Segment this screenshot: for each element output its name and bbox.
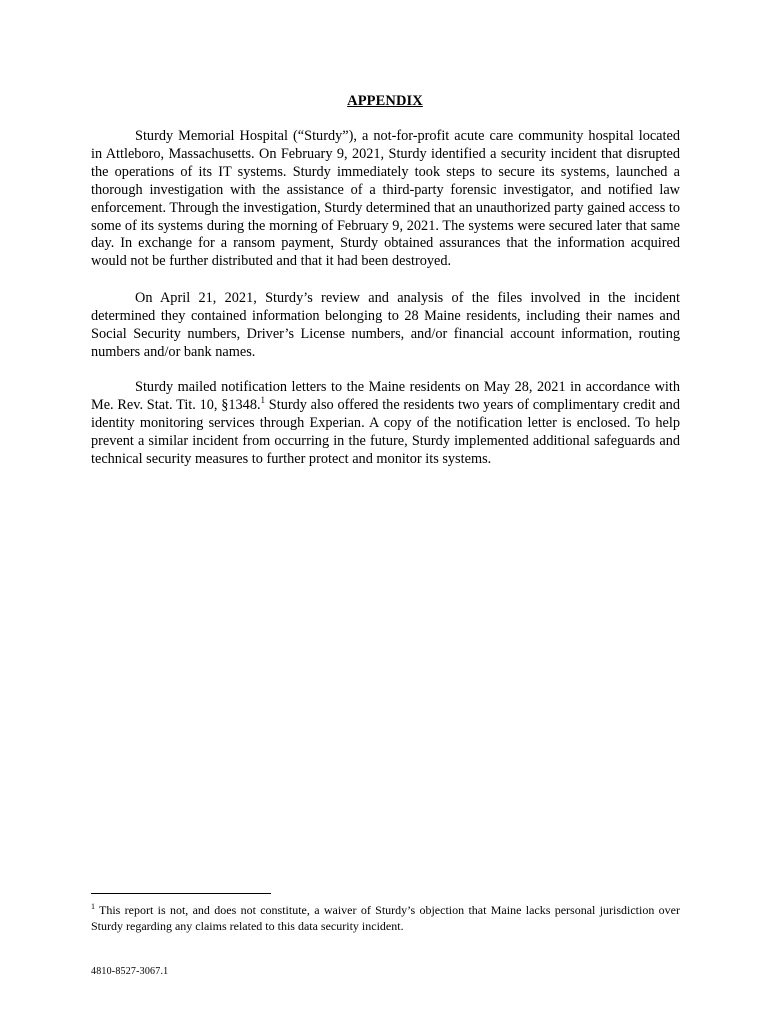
page-heading: APPENDIX: [347, 93, 423, 109]
footnote-reference-marker: 1: [260, 395, 266, 406]
paragraph-incident-summary: Sturdy Memorial Hospital (“Sturdy”), a not-for-profit acute care community hospital located in Attleboro, Massachusetts. On February 9, 2021, Sturdy identified a security incident that disrupted the operations of its IT systems. Sturdy immediately took steps to secure its systems, launched a thorough investigation with the assistance of a third-party forensic investigator, and notified law enforcement. Through the investigation, Sturdy determined that an unauthorized party gained access to some of its systems during the morning of February 9, 2021. The systems were secured later that same day. In exchange for a ransom payment, Sturdy obtained assurances that the information acquired would not be further distributed and that it had been destroyed.: [91, 128, 680, 270]
paragraph-notification: [91, 379, 680, 469]
paragraph-affected-residents: On April 21, 2021, Sturdy’s review and analysis of the files involved in the incident determined they contained information belonging to 28 Maine residents, including their names and Social Security numbers, Driver’s License numbers, and/or financial account information, routing numbers and/or bank names.: [91, 290, 680, 360]
document-id: 4810-8527-3067.1: [91, 966, 169, 977]
footnote-marker: 1: [91, 902, 95, 911]
footnote: [91, 902, 680, 934]
footnote-text: This report is not, and does not constitute, a waiver of Sturdy’s objection that Maine lacks personal jurisdiction over Sturdy regarding any claims related to this data security incident.: [91, 903, 680, 933]
footnote-divider: [91, 893, 271, 894]
paragraph-notification-text-before: Sturdy mailed notification letters to the Maine residents on May 28, 2021 in accordance with Me. Rev. Stat. Tit. 10, §1348.: [91, 379, 680, 413]
paragraph-notification-text-after: Sturdy also offered the residents two years of complimentary credit and identity monitoring services through Experian. A copy of the notification letter is enclosed. To help prevent a similar incident from occurring in the future, Sturdy implemented additional safeguards and technical security measures to further protect and monitor its systems.: [91, 396, 680, 467]
